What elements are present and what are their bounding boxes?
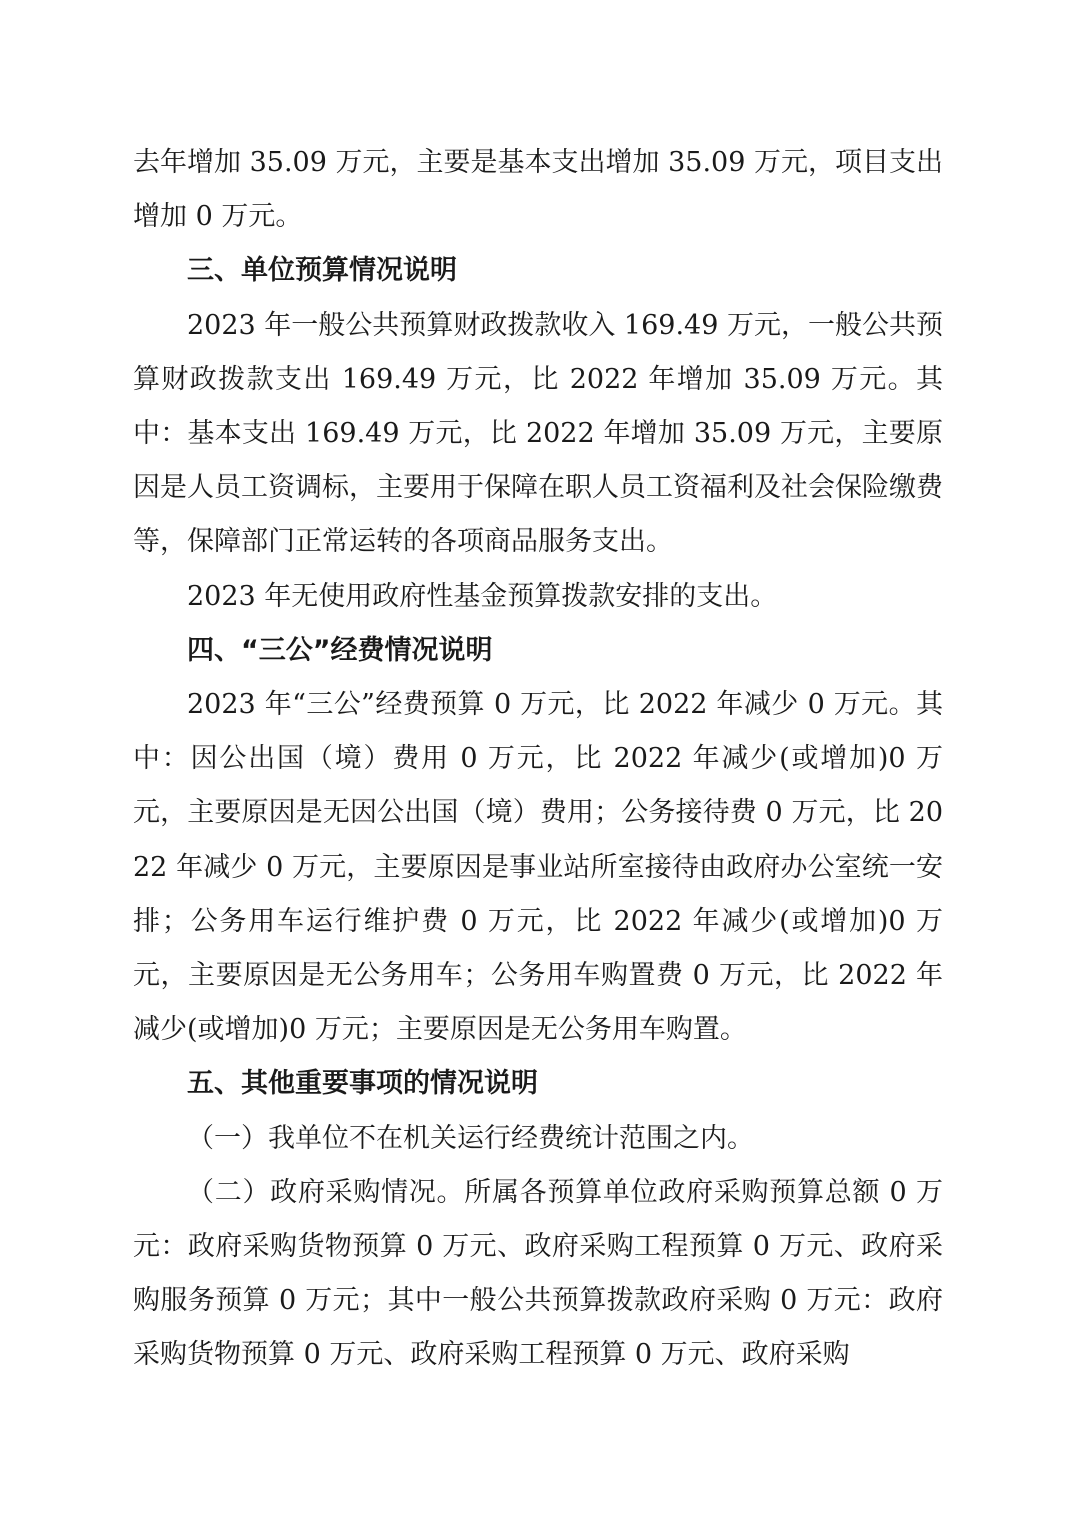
section-heading-5: 五、其他重要事项的情况说明 bbox=[187, 1068, 538, 1100]
paragraph-item-2: （二）政府采购情况。所属各预算单位政府采购预算总额 0 万元：政府采购货物预算 0 万元、政府采购工程预算 0 万元、政府采购服务预算 0 万元；其中一般公共预算拨款政府采购 0 万元：政府采购货物预算 0 万元、政府采购工程预算 0 万元、政府采购 bbox=[133, 1176, 943, 1371]
paragraph-government-fund: 2023 年无使用政府性基金预算拨款安排的支出。 bbox=[187, 580, 778, 612]
paragraph-continuation: 去年增加 35.09 万元，主要是基本支出增加 35.09 万元，项目支出增加 0 万元。 bbox=[133, 147, 943, 233]
section-heading-4: 四、“三公”经费情况说明 bbox=[187, 634, 493, 666]
paragraph-budget: 2023 年一般公共预算财政拨款收入 169.49 万元，一般公共预算财政拨款支出 169.49 万元，比 2022 年增加 35.09 万元。其中：基本支出 169.49 万元，比 2022 年增加 35.09 万元，主要原因是人员工资调标，主要用于保障在职人员工资福利及社会保险缴费等，保障部门正常运转的各项商品服务支出。 bbox=[133, 309, 943, 558]
section-heading-3: 三、单位预算情况说明 bbox=[187, 255, 457, 287]
document-body bbox=[133, 136, 943, 1383]
paragraph-three-public-expenses: 2023 年“三公”经费预算 0 万元，比 2022 年减少 0 万元。其中：因公出国（境）费用 0 万元，比 2022 年减少(或增加)0 万元，主要原因是无因公出国（境）费用；公务接待费 0 万元，比 2022 年减少 0 万元，主要原因是事业站所室接待由政府办公室统一安排；公务用车运行维护费 0 万元，比 2022 年减少(或增加)0 万元，主要原因是无公务用车；公务用车购置费 0 万元，比 2022 年减少(或增加)0 万元；主要原因是无公务用车购置。 bbox=[133, 689, 943, 1046]
paragraph-item-1: （一）我单位不在机关运行经费统计范围之内。 bbox=[187, 1122, 754, 1154]
